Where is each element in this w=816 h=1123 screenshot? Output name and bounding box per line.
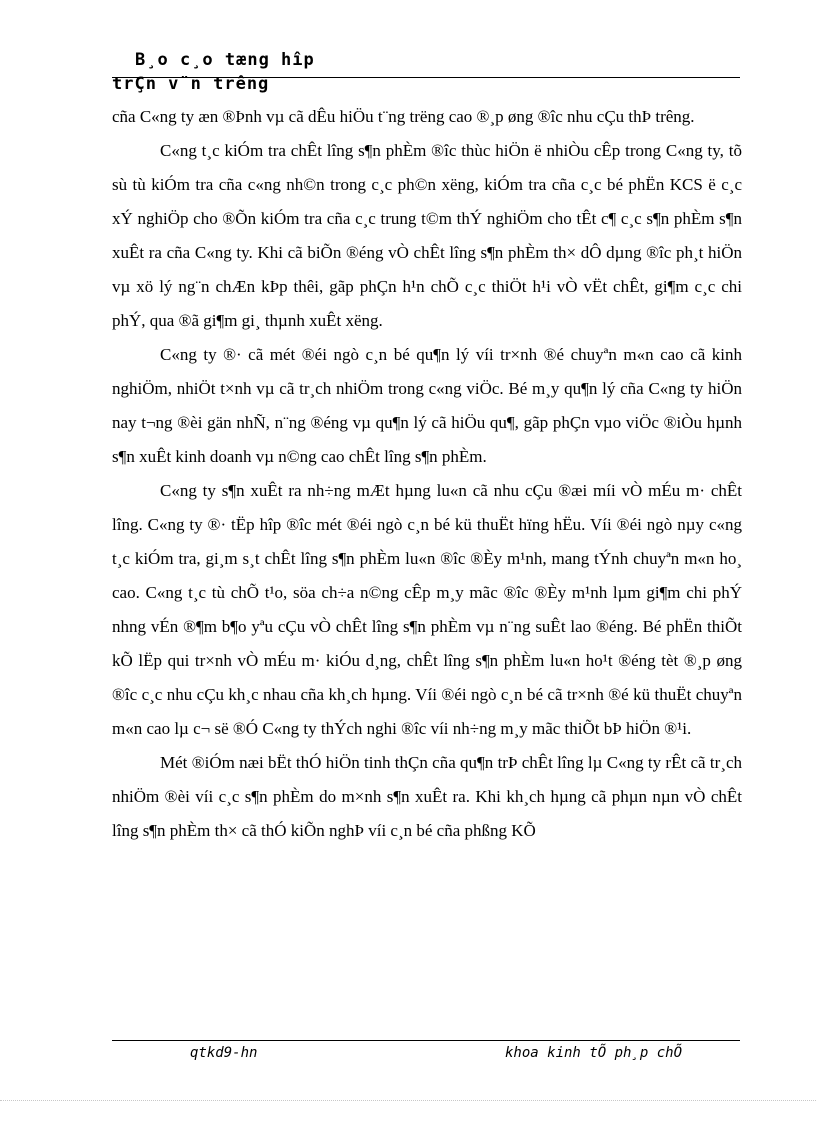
paragraph-1: cña C«ng ty æn ®Þnh vµ cã dÊu hiÖu t¨ng trëng cao ®¸p øng ®îc nhu cÇu thÞ trêng. bbox=[112, 107, 695, 126]
paragraph-5: Mét ®iÓm næi bËt thÓ hiÖn tinh thÇn cña qu¶n trÞ chÊt lîng lµ C«ng ty rÊt cã tr¸ch nhiÖm ®èi víi c¸c s¶n phÈm do m×nh s¶n xuÊt ra. Khi kh¸ch hµng cã phµn nµn vÒ chÊt lîng s¶n phÈm th× cã thÓ kiÕn nghÞ víi c¸n bé cña phßng KÕ bbox=[112, 753, 742, 840]
footer-class-code: qtkd9-hn bbox=[190, 1045, 258, 1061]
report-header-author: trÇn v¨n trêng bbox=[112, 74, 270, 94]
header-divider bbox=[112, 77, 740, 78]
paragraph-3: C«ng ty ®· cã mét ®éi ngò c¸n bé qu¶n lý víi tr×nh ®é chuyªn m«n cao cã kinh nghiÖm, nhiÖt t×nh vµ cã tr¸ch nhiÖm trong c«ng viÖc. Bé m¸y qu¶n lý cña C«ng ty hiÖn nay t¬ng ®èi gän nhÑ, n¨ng ®éng vµ qu¶n lý cã hiÖu qu¶, gãp phÇn vµo viÖc ®iÒu hµnh s¶n xuÊt kinh doanh vµ n©ng cao chÊt lîng s¶n phÈm. bbox=[112, 345, 742, 466]
document-body bbox=[112, 100, 742, 848]
footer-faculty: khoa kinh tÕ ph¸p chÕ bbox=[505, 1045, 683, 1061]
paragraph-2: C«ng t¸c kiÓm tra chÊt lîng s¶n phÈm ®îc thùc hiÖn ë nhiÒu cÊp trong C«ng ty, tõ sù tù kiÓm tra cña c«ng nh©n trong c¸c ph©n xëng, kiÓm tra cña c¸c bé phËn KCS ë c¸c xÝ nghiÖp cho ®Õn kiÓm tra cña c¸c trung t©m thÝ nghiÖm cho tÊt c¶ c¸c s¶n phÈm s¶n xuÊt ra cña C«ng ty. Khi cã biÕn ®éng vÒ chÊt lîng s¶n phÈm th× dÔ dµng ®îc ph¸t hiÖn vµ xö lý ng¨n chÆn kÞp thêi, gãp phÇn h¹n chÕ c¸c thiÖt h¹i vÒ vËt chÊt, gi¶m c¸c chi phÝ, qua ®ã gi¶m gi¸ thµnh xuÊt xëng. bbox=[112, 141, 742, 330]
report-header-title: B¸o c¸o tæng hîp bbox=[135, 50, 315, 70]
page-bottom-border bbox=[0, 1100, 816, 1101]
footer-divider bbox=[112, 1040, 740, 1041]
paragraph-4: C«ng ty s¶n xuÊt ra nh÷ng mÆt hµng lu«n cã nhu cÇu ®æi míi vÒ mÉu m· chÊt lîng. C«ng ty ®· tËp hîp ®îc mét ®éi ngò c¸n bé kü thuËt hïng hËu. Víi ®éi ngò nµy c«ng t¸c kiÓm tra, gi¸m s¸t chÊt lîng s¶n phÈm lu«n ®îc ®Èy m¹nh, mang tÝnh chuyªn m«n ho¸ cao. C«ng t¸c tù chÕ t¹o, söa ch÷a n©ng cÊp m¸y mãc ®îc ®Èy m¹nh lµm gi¶m chi phÝ nhng vÉn ®¶m b¶o yªu cÇu vÒ chÊt lîng s¶n phÈm vµ n¨ng suÊt lao ®éng. Bé phËn thiÕt kÕ lËp qui tr×nh vÒ mÉu m· kiÓu d¸ng, chÊt lîng s¶n phÈm lu«n ho¹t ®éng tèt ®¸p øng ®îc c¸c nhu cÇu kh¸c nhau cña kh¸ch hµng. Víi ®éi ngò c¸n bé cã tr×nh ®é kü thuËt chuyªn m«n cao lµ c¬ së ®Ó C«ng ty thÝch nghi ®îc víi nh÷ng m¸y mãc thiÕt bÞ hiÖn ®¹i. bbox=[112, 481, 742, 738]
